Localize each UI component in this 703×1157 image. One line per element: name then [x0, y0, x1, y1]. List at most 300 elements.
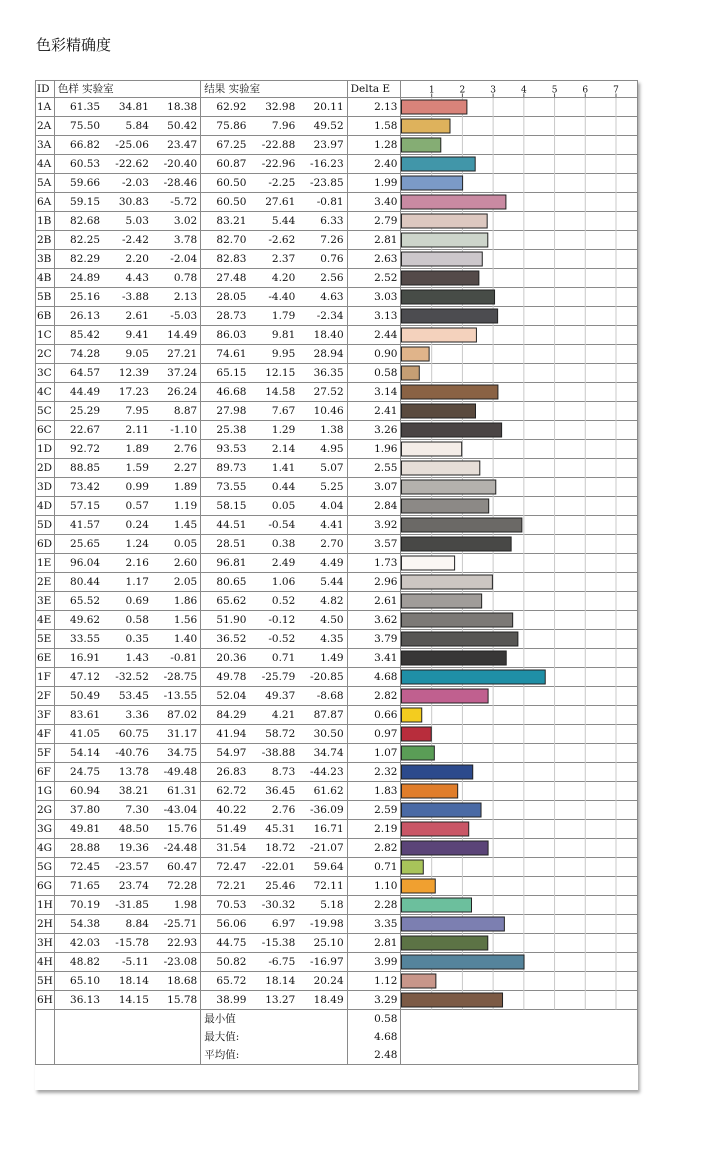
summary-blank-cell	[401, 1028, 638, 1046]
sample-b-cell: -25.71	[152, 915, 201, 934]
result-l-cell: 89.73	[201, 459, 250, 478]
sample-l-cell: 54.38	[54, 915, 103, 934]
result-a-cell: 18.14	[249, 972, 298, 991]
patch-id-cell: 3E	[36, 592, 55, 611]
table-row	[36, 972, 638, 991]
bar-cell	[401, 174, 638, 193]
result-a-cell: -6.75	[249, 953, 298, 972]
sample-b-cell: -1.10	[152, 421, 201, 440]
delta-e-cell: 0.66	[347, 706, 401, 725]
result-l-cell: 65.72	[201, 972, 250, 991]
result-l-cell: 83.21	[201, 212, 250, 231]
sample-a-cell: -2.42	[103, 231, 152, 250]
patch-id-cell: 4H	[36, 953, 55, 972]
result-b-cell: 30.50	[298, 725, 347, 744]
patch-id-cell: 4D	[36, 497, 55, 516]
result-a-cell: 25.46	[249, 877, 298, 896]
result-b-cell: 4.50	[298, 611, 347, 630]
patch-id-cell: 5B	[36, 288, 55, 307]
sample-b-cell: -5.72	[152, 193, 201, 212]
delta-e-cell: 2.63	[347, 250, 401, 269]
sample-b-cell: 15.78	[152, 991, 201, 1010]
sample-a-cell: 0.35	[103, 630, 152, 649]
delta-e-cell: 2.41	[347, 402, 401, 421]
sample-l-cell: 48.82	[54, 953, 103, 972]
table-row	[36, 630, 638, 649]
patch-id-cell: 6A	[36, 193, 55, 212]
patch-id-cell: 3G	[36, 820, 55, 839]
color-accuracy-report	[35, 80, 638, 1090]
result-a-cell: 2.37	[249, 250, 298, 269]
delta-e-cell: 0.58	[347, 364, 401, 383]
bar-cell	[401, 155, 638, 174]
table-row	[36, 497, 638, 516]
sample-l-cell: 41.57	[54, 516, 103, 535]
result-b-cell: 5.25	[298, 478, 347, 497]
patch-id-cell: 6B	[36, 307, 55, 326]
table-row	[36, 801, 638, 820]
delta-e-cell: 3.26	[347, 421, 401, 440]
delta-e-cell: 3.62	[347, 611, 401, 630]
sample-b-cell: -24.48	[152, 839, 201, 858]
result-b-cell: 5.44	[298, 573, 347, 592]
result-a-cell: 0.38	[249, 535, 298, 554]
sample-b-cell: -28.46	[152, 174, 201, 193]
result-a-cell: 2.14	[249, 440, 298, 459]
sample-l-cell: 24.75	[54, 763, 103, 782]
patch-id-cell: 6E	[36, 649, 55, 668]
sample-a-cell: 3.36	[103, 706, 152, 725]
result-l-cell: 46.68	[201, 383, 250, 402]
bar-cell	[401, 592, 638, 611]
result-l-cell: 38.99	[201, 991, 250, 1010]
sample-a-cell: 18.14	[103, 972, 152, 991]
table-row	[36, 155, 638, 174]
patch-id-cell: 2H	[36, 915, 55, 934]
sample-l-cell: 60.94	[54, 782, 103, 801]
result-a-cell: -38.88	[249, 744, 298, 763]
result-a-cell: 9.81	[249, 326, 298, 345]
delta-e-table	[35, 80, 638, 1065]
patch-id-cell: 5D	[36, 516, 55, 535]
sample-l-cell: 92.72	[54, 440, 103, 459]
bar-cell	[401, 117, 638, 136]
patch-id-cell: 3B	[36, 250, 55, 269]
delta-e-cell: 3.13	[347, 307, 401, 326]
sample-b-cell: 1.56	[152, 611, 201, 630]
sample-a-cell: 0.58	[103, 611, 152, 630]
table-row	[36, 858, 638, 877]
bar-cell	[401, 212, 638, 231]
sample-b-cell: 1.19	[152, 497, 201, 516]
sample-l-cell: 72.45	[54, 858, 103, 877]
bar-cell	[401, 459, 638, 478]
result-l-cell: 28.05	[201, 288, 250, 307]
sample-l-cell: 65.10	[54, 972, 103, 991]
summary-blank-cell	[54, 1046, 200, 1065]
result-a-cell: -22.88	[249, 136, 298, 155]
result-l-cell: 86.03	[201, 326, 250, 345]
result-l-cell: 44.51	[201, 516, 250, 535]
sample-b-cell: 0.05	[152, 535, 201, 554]
bar-cell	[401, 991, 638, 1010]
sample-b-cell: 27.21	[152, 345, 201, 364]
patch-id-cell: 5H	[36, 972, 55, 991]
sample-l-cell: 66.82	[54, 136, 103, 155]
table-row	[36, 573, 638, 592]
result-l-cell: 20.36	[201, 649, 250, 668]
result-b-cell: -23.85	[298, 174, 347, 193]
sample-b-cell: -13.55	[152, 687, 201, 706]
table-row	[36, 117, 638, 136]
bar-cell	[401, 782, 638, 801]
summary-label: 最小值	[201, 1010, 347, 1029]
x-tick-label: 3	[490, 85, 496, 96]
result-b-cell: 4.41	[298, 516, 347, 535]
result-a-cell: -0.54	[249, 516, 298, 535]
table-row	[36, 953, 638, 972]
sample-l-cell: 47.12	[54, 668, 103, 687]
result-l-cell: 73.55	[201, 478, 250, 497]
bar-cell	[401, 98, 638, 117]
result-b-cell: 1.38	[298, 421, 347, 440]
bar-cell	[401, 478, 638, 497]
sample-l-cell: 80.44	[54, 573, 103, 592]
sample-a-cell: 38.21	[103, 782, 152, 801]
patch-id-cell: 3C	[36, 364, 55, 383]
result-b-cell: 0.76	[298, 250, 347, 269]
sample-b-cell: 14.49	[152, 326, 201, 345]
delta-e-cell: 3.29	[347, 991, 401, 1010]
summary-row	[36, 1046, 638, 1065]
patch-id-cell: 2D	[36, 459, 55, 478]
result-a-cell: 14.58	[249, 383, 298, 402]
sample-b-cell: 15.76	[152, 820, 201, 839]
result-l-cell: 82.70	[201, 231, 250, 250]
result-b-cell: 2.70	[298, 535, 347, 554]
delta-e-cell: 3.92	[347, 516, 401, 535]
result-b-cell: 25.10	[298, 934, 347, 953]
table-row	[36, 896, 638, 915]
sample-a-cell: 14.15	[103, 991, 152, 1010]
sample-l-cell: 61.35	[54, 98, 103, 117]
table-row	[36, 307, 638, 326]
sample-l-cell: 75.50	[54, 117, 103, 136]
result-l-cell: 62.72	[201, 782, 250, 801]
header-sample: 色样 实验室	[54, 81, 200, 98]
sample-l-cell: 64.57	[54, 364, 103, 383]
delta-e-cell: 2.82	[347, 687, 401, 706]
table-row	[36, 668, 638, 687]
result-a-cell: -0.52	[249, 630, 298, 649]
bar-cell	[401, 402, 638, 421]
sample-l-cell: 42.03	[54, 934, 103, 953]
sample-b-cell: 3.78	[152, 231, 201, 250]
result-b-cell: 18.40	[298, 326, 347, 345]
patch-id-cell: 1E	[36, 554, 55, 573]
result-l-cell: 25.38	[201, 421, 250, 440]
table-row	[36, 516, 638, 535]
x-tick-label: 4	[520, 85, 527, 96]
patch-id-cell: 1F	[36, 668, 55, 687]
bar-cell	[401, 250, 638, 269]
sample-l-cell: 82.25	[54, 231, 103, 250]
sample-a-cell: 8.84	[103, 915, 152, 934]
delta-e-cell: 2.40	[347, 155, 401, 174]
result-a-cell: -0.12	[249, 611, 298, 630]
sample-a-cell: 1.24	[103, 535, 152, 554]
patch-id-cell: 3A	[36, 136, 55, 155]
result-b-cell: 27.52	[298, 383, 347, 402]
sample-a-cell: 48.50	[103, 820, 152, 839]
sample-l-cell: 25.29	[54, 402, 103, 421]
summary-row	[36, 1028, 638, 1046]
table-row	[36, 269, 638, 288]
result-b-cell: 49.52	[298, 117, 347, 136]
result-a-cell: -22.01	[249, 858, 298, 877]
sample-a-cell: 30.83	[103, 193, 152, 212]
delta-e-cell: 3.07	[347, 478, 401, 497]
bar-cell	[401, 820, 638, 839]
x-tick-label: 2	[459, 85, 466, 96]
sample-b-cell: -49.48	[152, 763, 201, 782]
sample-a-cell: 4.43	[103, 269, 152, 288]
result-a-cell: 58.72	[249, 725, 298, 744]
patch-id-cell: 1C	[36, 326, 55, 345]
bar-cell	[401, 801, 638, 820]
patch-id-cell: 4C	[36, 383, 55, 402]
sample-l-cell: 57.15	[54, 497, 103, 516]
table-row	[36, 744, 638, 763]
sample-a-cell: 2.20	[103, 250, 152, 269]
sample-b-cell: 31.17	[152, 725, 201, 744]
patch-id-cell: 3H	[36, 934, 55, 953]
sample-b-cell: 34.75	[152, 744, 201, 763]
sample-b-cell: 2.05	[152, 573, 201, 592]
sample-a-cell: -25.06	[103, 136, 152, 155]
sample-a-cell: 34.81	[103, 98, 152, 117]
table-row	[36, 535, 638, 554]
sample-a-cell: -15.78	[103, 934, 152, 953]
x-tick-label: 7	[613, 85, 619, 96]
result-a-cell: 49.37	[249, 687, 298, 706]
sample-b-cell: -23.08	[152, 953, 201, 972]
sample-a-cell: 23.74	[103, 877, 152, 896]
result-a-cell: 5.44	[249, 212, 298, 231]
patch-id-cell: 1H	[36, 896, 55, 915]
result-l-cell: 27.98	[201, 402, 250, 421]
delta-e-cell: 4.68	[347, 668, 401, 687]
delta-e-cell: 0.90	[347, 345, 401, 364]
result-l-cell: 82.83	[201, 250, 250, 269]
sample-l-cell: 49.81	[54, 820, 103, 839]
sample-b-cell: 1.98	[152, 896, 201, 915]
sample-l-cell: 71.65	[54, 877, 103, 896]
result-b-cell: 72.11	[298, 877, 347, 896]
patch-id-cell: 1B	[36, 212, 55, 231]
sample-l-cell: 16.91	[54, 649, 103, 668]
delta-e-cell: 2.81	[347, 231, 401, 250]
result-l-cell: 72.21	[201, 877, 250, 896]
result-b-cell: -19.98	[298, 915, 347, 934]
result-a-cell: 0.71	[249, 649, 298, 668]
bar-cell	[401, 877, 638, 896]
result-a-cell: 2.49	[249, 554, 298, 573]
x-tick-label: 1	[428, 85, 435, 96]
sample-l-cell: 60.53	[54, 155, 103, 174]
sample-l-cell: 49.62	[54, 611, 103, 630]
result-a-cell: 4.20	[249, 269, 298, 288]
sample-a-cell: 13.78	[103, 763, 152, 782]
sample-b-cell: 37.24	[152, 364, 201, 383]
result-a-cell: 9.95	[249, 345, 298, 364]
sample-a-cell: -22.62	[103, 155, 152, 174]
delta-e-cell: 2.82	[347, 839, 401, 858]
sample-a-cell: 7.30	[103, 801, 152, 820]
result-l-cell: 60.50	[201, 193, 250, 212]
delta-e-cell: 2.84	[347, 497, 401, 516]
result-l-cell: 70.53	[201, 896, 250, 915]
table-row	[36, 402, 638, 421]
result-b-cell: -8.68	[298, 687, 347, 706]
result-b-cell: 34.74	[298, 744, 347, 763]
delta-e-cell: 3.79	[347, 630, 401, 649]
sample-b-cell: 1.45	[152, 516, 201, 535]
result-a-cell: 13.27	[249, 991, 298, 1010]
sample-b-cell: -0.81	[152, 649, 201, 668]
sample-a-cell: 5.03	[103, 212, 152, 231]
sample-l-cell: 26.13	[54, 307, 103, 326]
result-b-cell: 4.04	[298, 497, 347, 516]
bar-cell	[401, 497, 638, 516]
result-l-cell: 58.15	[201, 497, 250, 516]
table-row	[36, 687, 638, 706]
sample-b-cell: 18.68	[152, 972, 201, 991]
bar-cell	[401, 915, 638, 934]
delta-e-cell: 2.13	[347, 98, 401, 117]
sample-a-cell: -2.03	[103, 174, 152, 193]
x-tick-label: 5	[551, 85, 558, 96]
sample-b-cell: -5.03	[152, 307, 201, 326]
sample-b-cell: 22.93	[152, 934, 201, 953]
sample-b-cell: 50.42	[152, 117, 201, 136]
result-b-cell: 18.49	[298, 991, 347, 1010]
result-b-cell: -20.85	[298, 668, 347, 687]
sample-a-cell: 19.36	[103, 839, 152, 858]
sample-b-cell: -2.04	[152, 250, 201, 269]
sample-l-cell: 44.49	[54, 383, 103, 402]
result-a-cell: 36.45	[249, 782, 298, 801]
summary-row	[36, 1010, 638, 1029]
delta-e-cell: 2.96	[347, 573, 401, 592]
patch-id-cell: 6G	[36, 877, 55, 896]
result-a-cell: 2.76	[249, 801, 298, 820]
patch-id-cell: 6C	[36, 421, 55, 440]
table-row	[36, 782, 638, 801]
result-l-cell: 54.97	[201, 744, 250, 763]
sample-l-cell: 36.13	[54, 991, 103, 1010]
delta-e-cell: 1.96	[347, 440, 401, 459]
delta-e-cell: 2.52	[347, 269, 401, 288]
bar-cell	[401, 896, 638, 915]
patch-id-cell: 5C	[36, 402, 55, 421]
result-a-cell: 27.61	[249, 193, 298, 212]
table-row	[36, 915, 638, 934]
table-row	[36, 345, 638, 364]
result-l-cell: 62.92	[201, 98, 250, 117]
bar-cell	[401, 972, 638, 991]
delta-e-cell: 3.40	[347, 193, 401, 212]
bar-cell	[401, 421, 638, 440]
sample-l-cell: 82.68	[54, 212, 103, 231]
result-l-cell: 84.29	[201, 706, 250, 725]
result-b-cell: 20.24	[298, 972, 347, 991]
delta-e-cell: 3.41	[347, 649, 401, 668]
sample-l-cell: 65.52	[54, 592, 103, 611]
table-row	[36, 136, 638, 155]
result-a-cell: 7.67	[249, 402, 298, 421]
sample-a-cell: 0.24	[103, 516, 152, 535]
result-a-cell: 32.98	[249, 98, 298, 117]
delta-e-cell: 3.03	[347, 288, 401, 307]
sample-a-cell: 2.61	[103, 307, 152, 326]
result-b-cell: 6.33	[298, 212, 347, 231]
result-b-cell: -21.07	[298, 839, 347, 858]
result-l-cell: 28.73	[201, 307, 250, 326]
result-b-cell: 36.35	[298, 364, 347, 383]
result-l-cell: 72.47	[201, 858, 250, 877]
table-row	[36, 554, 638, 573]
result-l-cell: 74.61	[201, 345, 250, 364]
patch-id-cell: 2E	[36, 573, 55, 592]
patch-id-cell: 5G	[36, 858, 55, 877]
result-a-cell: 1.29	[249, 421, 298, 440]
sample-a-cell: 1.43	[103, 649, 152, 668]
sample-b-cell: 87.02	[152, 706, 201, 725]
result-a-cell: -2.62	[249, 231, 298, 250]
result-b-cell: 28.94	[298, 345, 347, 364]
delta-e-cell: 1.99	[347, 174, 401, 193]
bar-cell	[401, 288, 638, 307]
result-b-cell: 16.71	[298, 820, 347, 839]
delta-e-cell: 1.07	[347, 744, 401, 763]
sample-b-cell: 1.86	[152, 592, 201, 611]
patch-id-cell: 6D	[36, 535, 55, 554]
summary-blank-cell	[36, 1028, 55, 1046]
table-row	[36, 212, 638, 231]
result-b-cell: -36.09	[298, 801, 347, 820]
delta-e-cell: 3.57	[347, 535, 401, 554]
bar-cell	[401, 725, 638, 744]
result-l-cell: 65.62	[201, 592, 250, 611]
table-row	[36, 288, 638, 307]
sample-l-cell: 96.04	[54, 554, 103, 573]
delta-e-cell: 0.71	[347, 858, 401, 877]
delta-e-cell: 2.19	[347, 820, 401, 839]
summary-label: 最大值:	[201, 1028, 347, 1046]
patch-id-cell: 3D	[36, 478, 55, 497]
patch-id-cell: 5E	[36, 630, 55, 649]
result-l-cell: 96.81	[201, 554, 250, 573]
summary-blank-cell	[36, 1046, 55, 1065]
sample-b-cell: 1.89	[152, 478, 201, 497]
bar-cell	[401, 744, 638, 763]
sample-a-cell: -40.76	[103, 744, 152, 763]
table-row	[36, 592, 638, 611]
table-row	[36, 839, 638, 858]
bar-cell	[401, 687, 638, 706]
sample-b-cell: -28.75	[152, 668, 201, 687]
